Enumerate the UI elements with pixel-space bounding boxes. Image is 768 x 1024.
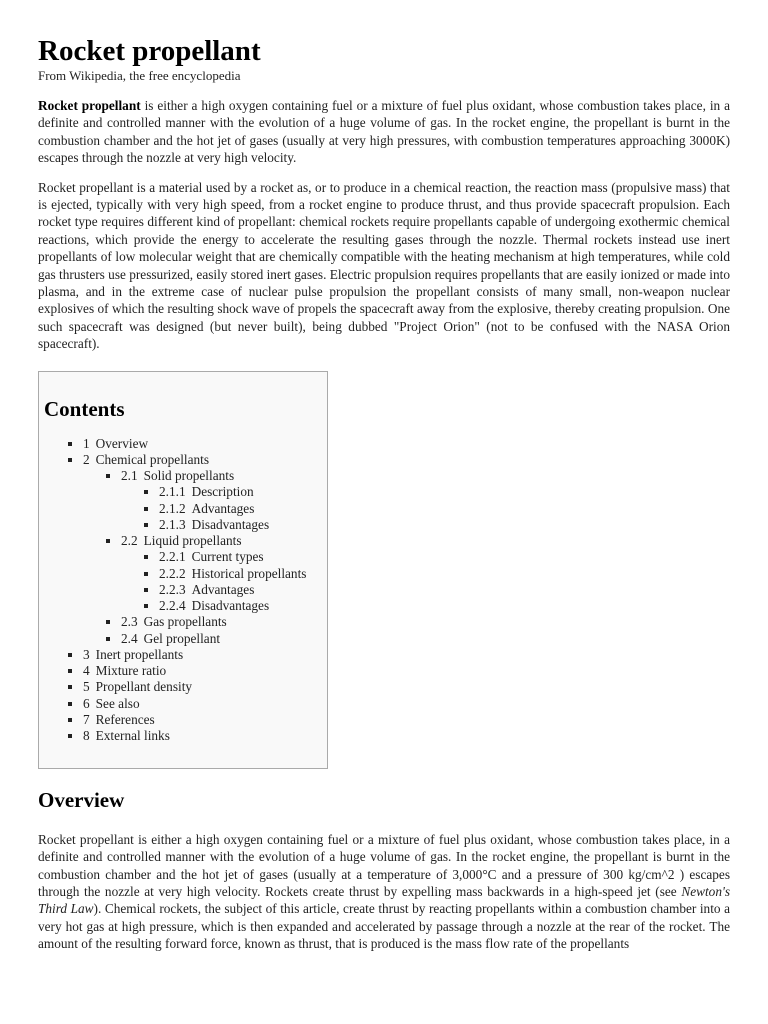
toc-item[interactable] xyxy=(44,436,321,452)
toc-item-number: 7 xyxy=(83,711,90,727)
toc-bullet xyxy=(144,588,148,592)
toc-item[interactable] xyxy=(44,728,321,744)
toc-item[interactable] xyxy=(44,696,321,712)
toc-item-label[interactable]: Advantages xyxy=(191,500,255,516)
toc-bullet xyxy=(68,458,72,462)
toc-item-label[interactable]: External links xyxy=(95,728,170,744)
toc-item-label[interactable]: Overview xyxy=(95,435,149,451)
page-title: Rocket propellant xyxy=(38,35,261,67)
toc-item-label[interactable]: Current types xyxy=(191,549,264,565)
toc-item-number: 2.1 xyxy=(121,468,138,484)
toc-item-label[interactable]: Advantages xyxy=(191,581,255,597)
toc-item[interactable] xyxy=(44,484,321,500)
toc-bullet xyxy=(68,442,72,446)
toc-item[interactable] xyxy=(44,517,321,533)
toc-item[interactable] xyxy=(44,566,321,582)
toc-item-label[interactable]: Disadvantages xyxy=(191,516,270,532)
toc-item[interactable] xyxy=(44,647,321,663)
overview-text-b: ). Chemical rockets, the subject of this article, create thrust by reacting propellants within a combustion chamber into a very hot gas at high pressure, which is then expanded and accelerated by passage through a nozzle at the rear of the rocket. The amount of the resulting forward force, known as thrust, that is produced is the mass flow rate of the propellants xyxy=(38,901,730,952)
toc-item-number: 8 xyxy=(83,728,90,744)
toc-item-number: 2.1.2 xyxy=(159,500,186,516)
toc-item[interactable] xyxy=(44,468,321,484)
toc-item[interactable] xyxy=(44,631,321,647)
toc-item-label[interactable]: Disadvantages xyxy=(191,598,270,614)
toc-item-number: 2.4 xyxy=(121,630,138,646)
toc-item-number: 2.2.3 xyxy=(159,581,186,597)
second-paragraph: Rocket propellant is a material used by a rocket as, or to produce in a chemical reaction, the reaction mass (propulsive mass) that is ejected, typically with very high speed, from a rocket engine to produce thrust, and thus provide spacecraft propulsion. Each rocket type requires different kind of propellant: chemical rockets require propellants capable of undergoing exothermic chemical reactions, which provide the energy to accelerate the resulting gases through the nozzle. Thermal rockets instead use inert propellants of low molecular weight that are chemically compatible with the heating mechanism at high temperatures, while cold gas thrusters use pressurized, easily stored inert gases. Electric propulsion requires propellants that are easily ionized or made into plasma, and in the extreme case of nuclear pulse propulsion the propellant consists of many small, non-weapon nuclear explosives of which the resulting shock wave of propels the spacecraft away from the explosive, thereby creating propulsion. One such spacecraft was designed (but never built), being dubbed "Project Orion" (not to be confused with the NASA Orion spacecraft). xyxy=(38,179,730,352)
toc-item[interactable] xyxy=(44,663,321,679)
toc-item-number: 1 xyxy=(83,435,90,451)
intro-bold-term: Rocket propellant xyxy=(38,98,141,113)
toc-item-label[interactable]: Liquid propellants xyxy=(143,533,242,549)
section-heading-overview: Overview xyxy=(38,787,125,812)
toc-item-label[interactable]: Inert propellants xyxy=(95,646,184,662)
toc-item[interactable] xyxy=(44,582,321,598)
toc-bullet xyxy=(144,490,148,494)
table-of-contents xyxy=(38,371,328,769)
toc-bullet xyxy=(144,572,148,576)
toc-bullet xyxy=(68,669,72,673)
toc-item-number: 2.2.1 xyxy=(159,549,186,565)
toc-bullet xyxy=(68,685,72,689)
toc-bullet xyxy=(68,734,72,738)
toc-item-number: 2.3 xyxy=(121,614,138,630)
toc-wrapper xyxy=(38,365,730,787)
toc-item[interactable] xyxy=(44,501,321,517)
toc-bullet xyxy=(106,474,110,478)
toc-item[interactable] xyxy=(44,452,321,468)
overview-paragraph xyxy=(38,831,730,953)
toc-item-number: 2.1.3 xyxy=(159,516,186,532)
toc-item-label[interactable]: Historical propellants xyxy=(191,565,307,581)
toc-item-label[interactable]: Description xyxy=(191,484,254,500)
toc-item-label[interactable]: References xyxy=(95,711,155,727)
toc-item[interactable] xyxy=(44,679,321,695)
toc-bullet xyxy=(68,718,72,722)
toc-bullet xyxy=(144,523,148,527)
toc-item-label[interactable]: See also xyxy=(95,695,140,711)
toc-item-number: 5 xyxy=(83,679,90,695)
toc-item-number: 4 xyxy=(83,663,90,679)
toc-item-number: 2.2.4 xyxy=(159,598,186,614)
toc-bullet xyxy=(144,604,148,608)
toc-bullet xyxy=(106,637,110,641)
toc-bullet xyxy=(68,702,72,706)
intro-text: is either a high oxygen containing fuel or a mixture of fuel plus oxidant, whose combustion takes place, in a definite and controlled manner with the evolution of a huge volume of gas. In the rocket engine, the propellant is burnt in the combustion chamber and the hot jet of gases (usually at very high pressures, with combustion temperatures approaching 3000K) escapes through the nozzle at very high velocity. xyxy=(38,98,730,166)
toc-item-number: 3 xyxy=(83,646,90,662)
toc-item[interactable] xyxy=(44,549,321,565)
intro-paragraph xyxy=(38,97,730,167)
toc-item[interactable] xyxy=(44,598,321,614)
toc-heading: Contents xyxy=(44,396,125,421)
toc-item[interactable] xyxy=(44,533,321,549)
toc-item[interactable] xyxy=(44,614,321,630)
toc-item-number: 2 xyxy=(83,451,90,467)
toc-item[interactable] xyxy=(44,712,321,728)
site-tagline: From Wikipedia, the free encyclopedia xyxy=(38,68,241,83)
toc-item-label[interactable]: Gas propellants xyxy=(143,614,227,630)
toc-bullet xyxy=(106,620,110,624)
toc-item-number: 2.1.1 xyxy=(159,484,186,500)
overview-text-a: Rocket propellant is either a high oxygen containing fuel or a mixture of fuel plus oxidant, whose combustion takes place, in a definite and controlled manner with the evolution of a huge volume of gas. In the rocket engine, the propellant is burnt in the combustion chamber and the hot jet of gases (usually at a temperature of 3,000°C and a pressure of 300 kg/cm^2 ) escapes through the nozzle at very high velocity. Rockets create thrust by expelling mass backwards in a high-speed jet (see xyxy=(38,831,730,899)
toc-item-number: 2.2.2 xyxy=(159,565,186,581)
toc-bullet xyxy=(106,539,110,543)
toc-item-number: 6 xyxy=(83,695,90,711)
toc-list xyxy=(44,436,321,745)
overview-italic-term: Newton's Third Law xyxy=(38,883,730,917)
toc-bullet xyxy=(68,653,72,657)
toc-bullet xyxy=(144,507,148,511)
toc-item-label[interactable]: Propellant density xyxy=(95,679,193,695)
toc-item-label[interactable]: Chemical propellants xyxy=(95,451,210,467)
toc-item-label[interactable]: Gel propellant xyxy=(143,630,221,646)
toc-item-label[interactable]: Mixture ratio xyxy=(95,663,167,679)
toc-bullet xyxy=(144,555,148,559)
toc-item-number: 2.2 xyxy=(121,533,138,549)
toc-item-label[interactable]: Solid propellants xyxy=(143,468,235,484)
